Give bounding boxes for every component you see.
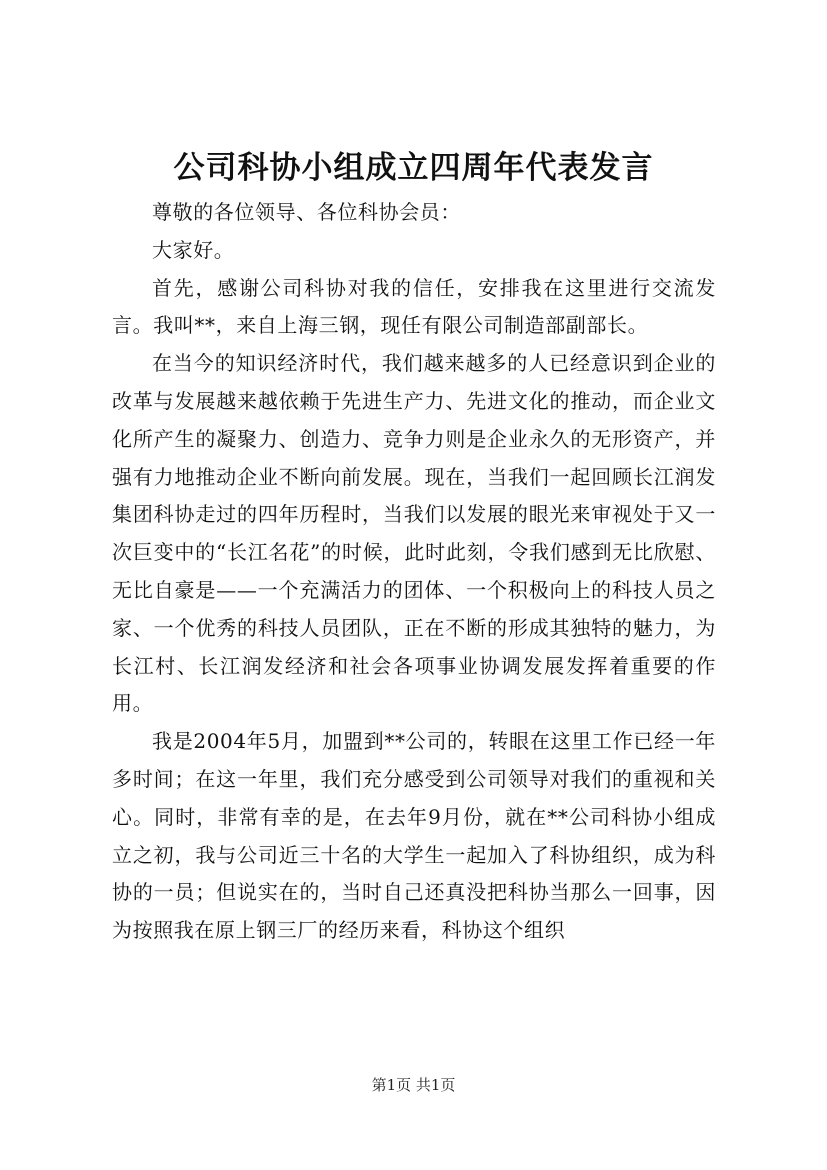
salutation-paragraph: 尊敬的各位领导、各位科协会员： bbox=[152, 200, 461, 224]
document-body bbox=[112, 194, 716, 950]
document-title: 公司科协小组成立四周年代表发言 bbox=[173, 150, 654, 186]
introduction-paragraph: 首先，感谢公司科协对我的信任，安排我在这里进行交流发言。我叫**，来自上海三钢，现任有限公司制造部副部长。 bbox=[112, 275, 716, 338]
greeting-paragraph: 大家好。 bbox=[152, 237, 235, 262]
page-number-footer: 第1页 共1页 bbox=[371, 1076, 456, 1094]
context-paragraph: 在当今的知识经济时代，我们越来越多的人已经意识到企业的改革与发展越来越依赖于先进生产力、先进文化的推动，而企业文化所产生的凝聚力、创造力、竞争力则是企业永久的无形资产，并强有力地推动企业不断向前发展。现在，当我们一起回顾长江润发集团科协走过的四年历程时，当我们以发展的眼光来审视处于又一次巨变中的“长江名花”的时候，此时此刻，令我们感到无比欣慰、无比自豪是——一个充满活力的团体、一个积极向上的科技人员之家、一个优秀的科技人员团队，正在不断的形成其独特的魅力，为长江村、长江润发经济和社会各项事业协调发展发挥着重要的作用。 bbox=[112, 351, 716, 716]
experience-paragraph: 我是2004年5月，加盟到**公司的，转眼在这里工作已经一年多时间；在这一年里，我们充分感受到公司领导对我们的重视和关心。同时，非常有幸的是，在去年9月份，就在**公司科协小组成立之初，我与公司近三十名的大学生一起加入了科协组织，成为科协的一员；但说实在的，当时自己还真没把科协当那么一回事，因为按照我在原上钢三厂的经历来看，科协这个组织 bbox=[112, 729, 716, 943]
